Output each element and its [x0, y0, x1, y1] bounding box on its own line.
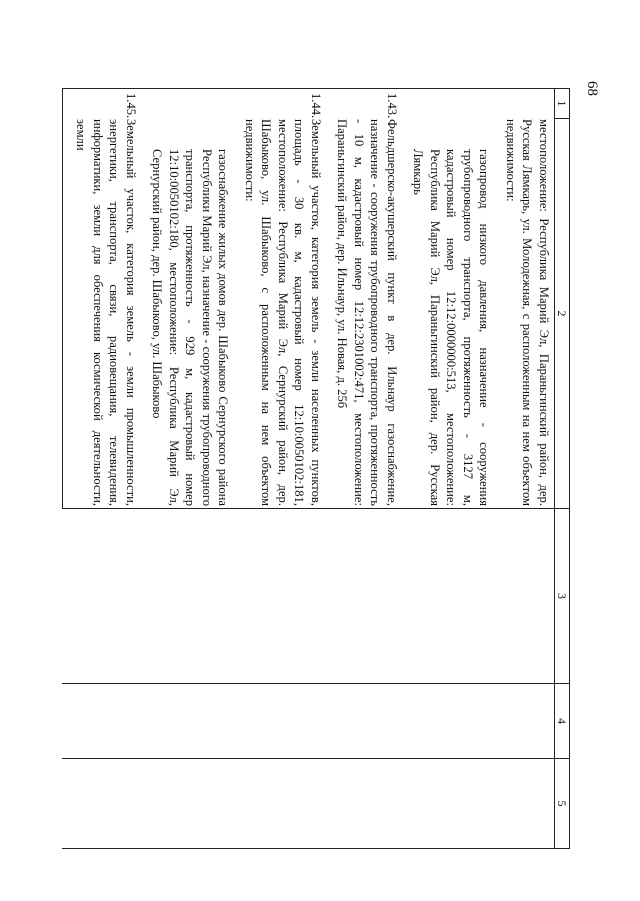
table-body-row [63, 89, 555, 849]
entry-text: Земельный участок, категория земель - земли населенных пунктов, площадь - 30 кв. м, кадастровый номер 12:10:0050102:181, местоположение: Республика Марий Эл, Сернурский район, дер. Шабыково, ул. Шабыково, с расположенным на нем объектом недвижимости: [243, 119, 323, 506]
empty-cell-col-3 [63, 509, 555, 684]
empty-cell-col-4 [63, 684, 555, 759]
header-col-2: 2 [555, 119, 570, 509]
rotated-page [74, 88, 570, 848]
entry-number [503, 89, 553, 119]
entry-number [149, 89, 232, 119]
entry-number [410, 89, 493, 119]
entry-text: Фельдшерско-акушерский пункт в дер. Ильнаур газоснабжение, назначение - сооружения трубопроводного транспорта, протяженность - 10 м, кадастровый номер 12:12:2301002:471, местоположение: Параньгинский район, дер. Ильнаур, ул. Новая, д. 25б [335, 119, 399, 506]
header-col-1: 1 [555, 89, 570, 119]
list-item [149, 89, 232, 508]
header-col-4: 4 [555, 684, 570, 759]
header-row [555, 89, 570, 849]
header-col-3: 3 [555, 509, 570, 684]
entries-list [73, 89, 552, 508]
entry-text: газопровод низкого давления, назначение - сооружения трубопроводного транспорта, протяженность - 3127 м, кадастровый номер 12:12:0000000:513, местоположение: Республика Марий Эл, Параньгинский район, дер. Русская Лямкарь [411, 149, 492, 506]
list-item [503, 89, 553, 508]
entry-number: 1.43. [385, 93, 399, 119]
page-number: 68 [584, 81, 600, 96]
list-item [334, 89, 400, 508]
empty-cell-col-5 [63, 759, 555, 849]
list-item [410, 89, 493, 508]
property-table [62, 88, 570, 849]
entry-number: 1.44. [309, 93, 323, 119]
entry-text: Земельный участок, категория земель - земли промышленности, энергетики, транспорта, связи, радиовещания, телевидения, информатики, земли для обеспечения космической деятельности, земли [74, 119, 138, 506]
header-col-5: 5 [555, 759, 570, 849]
description-cell [63, 89, 555, 509]
list-item [242, 89, 325, 508]
entry-text: газоснабжение жилых домов дер. Шабыково Сернурского района Республики Марий Эл, назначение - сооружения трубопроводного транспорта, протяженность - 929 м, кадастровый номер 12:10:0050102:180, местоположение: Республика Марий Эл, Сернурский район, дер. Шабыково, ул. Шабыково [150, 149, 231, 506]
list-item [73, 89, 139, 508]
entry-text: местоположение: Республика Марий Эл, Параньгинский район, дер. Русская Лямкарь, ул. Молодежная, с расположенным на нем объектом недвижимости: [504, 119, 551, 506]
entry-number: 1.45. [124, 93, 138, 119]
